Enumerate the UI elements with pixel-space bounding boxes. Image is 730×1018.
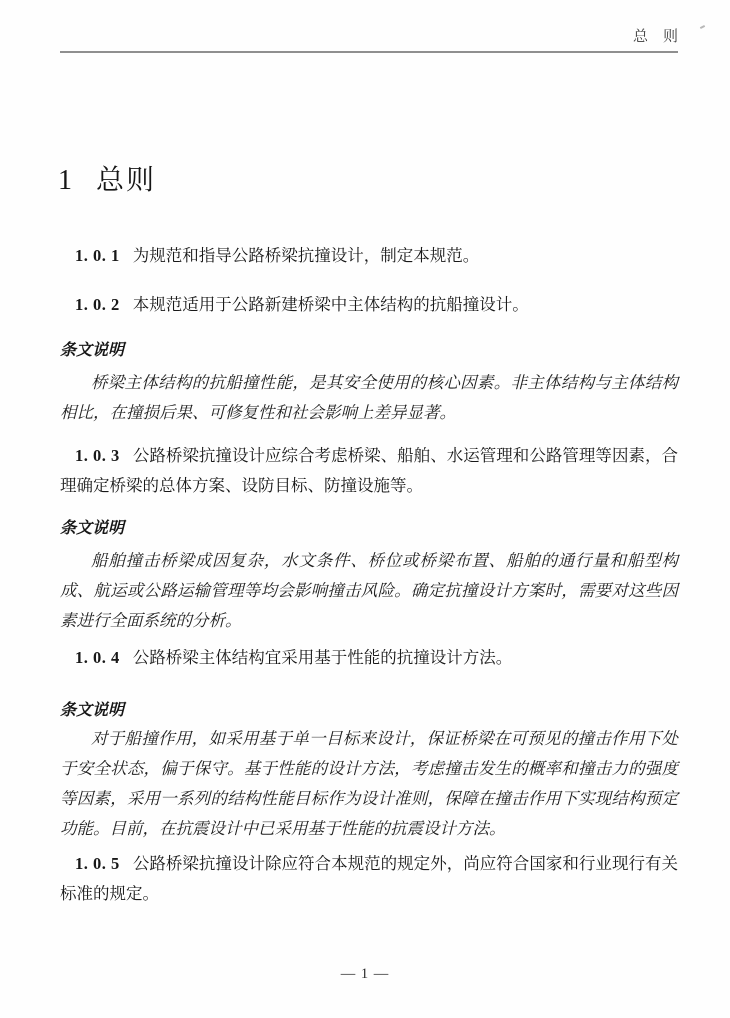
clause-1-0-2 <box>60 290 678 320</box>
clause-number: 1. 0. 4 <box>75 648 120 667</box>
clause-number: 1. 0. 5 <box>75 854 120 873</box>
commentary-label-3 <box>60 701 678 721</box>
clause-number: 1. 0. 1 <box>75 246 120 265</box>
clause-text: 公路桥梁抗撞设计应综合考虑桥梁、船舶、水运管理和公路管理等因素，合理确定桥梁的总体方案、设防目标、防撞设施等。 <box>60 446 679 495</box>
commentary-3 <box>60 724 678 844</box>
commentary-paragraph: 桥梁主体结构的抗船撞性能，是其安全使用的核心因素。非主体结构与主体结构相比，在撞损后果、可修复性和社会影响上差异显著。 <box>60 373 678 422</box>
commentary-label-text: 条文说明 <box>60 520 125 537</box>
chapter-number: 1 <box>58 164 72 196</box>
clause-paragraph <box>60 441 678 501</box>
clause-paragraph <box>60 241 678 271</box>
commentary-paragraph: 对于船撞作用，如采用基于单一目标来设计，保证桥梁在可预见的撞击作用下处于安全状态，偏于保守。基于性能的设计方法，考虑撞击发生的概率和撞击力的强度等因素，采用一系列的结构性能目标作为设计准则，保障在撞击作用下实现结构预定功能。目前，在抗震设计中已采用基于性能的抗震设计方法。 <box>60 729 678 838</box>
page-number: — 1 — <box>340 966 390 982</box>
clause-paragraph <box>60 290 678 320</box>
commentary-label-2 <box>60 519 678 539</box>
clause-paragraph <box>60 643 678 673</box>
clause-number: 1. 0. 3 <box>75 446 120 465</box>
clause-text: 本规范适用于公路新建桥梁中主体结构的抗船撞设计。 <box>132 295 529 314</box>
clause-text: 为规范和指导公路桥梁抗撞设计，制定本规范。 <box>132 246 480 265</box>
commentary-label-text: 条文说明 <box>60 702 125 719</box>
commentary-1 <box>60 368 678 428</box>
clause-number: 1. 0. 2 <box>75 295 120 314</box>
chapter-name: 总则 <box>96 164 157 196</box>
clause-text: 公路桥梁抗撞设计除应符合本规范的规定外，尚应符合国家和行业现行有关标准的规定。 <box>60 854 679 903</box>
clause-1-0-5 <box>60 849 678 909</box>
chapter-heading <box>58 163 156 199</box>
commentary-2 <box>60 546 678 636</box>
scan-artifact <box>700 25 705 29</box>
running-header-title: 总 则 <box>632 29 678 45</box>
clause-paragraph <box>60 849 678 909</box>
commentary-paragraph: 船舶撞击桥梁成因复杂，水文条件、桥位或桥梁布置、船舶的通行量和船型构成、航运或公路运输管理等均会影响撞击风险。确定抗撞设计方案时，需要对这些因素进行全面系统的分析。 <box>60 551 678 630</box>
commentary-label-1 <box>60 341 678 361</box>
header-divider-rule <box>60 51 678 53</box>
clause-1-0-3 <box>60 441 678 501</box>
clause-1-0-1 <box>60 241 678 271</box>
clause-text: 公路桥梁主体结构宜采用基于性能的抗撞设计方法。 <box>132 648 513 667</box>
commentary-label-text: 条文说明 <box>60 342 125 359</box>
clause-1-0-4 <box>60 643 678 673</box>
